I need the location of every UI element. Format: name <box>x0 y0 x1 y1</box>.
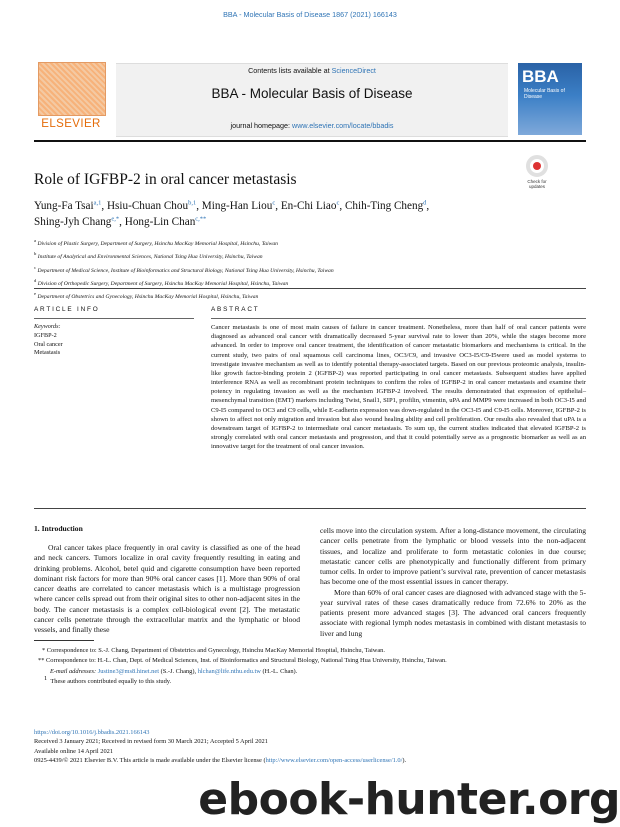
body-column-right <box>320 526 586 639</box>
author: Hong-Lin Chan$^{c,**}$ <box>124 214 207 228</box>
author: Chih-Ting Cheng$^d$, <box>344 199 430 212</box>
cover-title: BBA <box>522 67 559 86</box>
article-info-heading: ARTICLE INFO <box>34 306 100 313</box>
body-column-left: Oral cancer takes place frequently in oral cavity is classified as one of the head and neck cancers. Tumors localize in oral cavity frequently resulting in eating and drinking problems. Alcohol, betel quid and cigarette consumption have been reported dominant risk factors for more than 90% oral cancer cases [1]. More than 90% of oral cancer deaths are correlated to cancer metastasis which is a multistage progression where cancer cells spread out from their original sites to other non-adjacent sites in the body. The cancer metastasis is a complex cell-biological event [2]. The metastatic cancer cells penetrate through the extracellular matrix and the lymphatic or blood vessels, and finally these <box>34 543 300 634</box>
license-link[interactable]: http://www.elsevier.com/open-access/userlicense/1.0/ <box>265 757 403 765</box>
affiliation: $^b$ Institute of Analytical and Environmental Sciences, National Tsing Hua University, Hsinchu, Taiwan <box>34 251 263 261</box>
doi-link[interactable]: https://doi.org/10.1016/j.bbadis.2021.166143 <box>34 729 150 736</box>
affiliation-divider <box>34 288 586 289</box>
sciencedirect-link[interactable]: ScienceDirect <box>331 66 376 75</box>
journal-citation-line[interactable]: BBA - Molecular Basis of Disease 1867 (2021) 166143 <box>223 10 397 19</box>
check-for-updates-badge[interactable] <box>520 155 554 189</box>
affiliations <box>34 236 574 302</box>
abstract-divider <box>34 508 586 509</box>
cover-subtitle: Molecular Basis of Disease <box>524 88 565 100</box>
author: Ming-Han Liou$^c$, <box>201 199 281 212</box>
available-online: Available online 14 April 2021 <box>34 747 114 755</box>
email-link[interactable]: Justine3@ms8.hinet.net <box>97 667 159 675</box>
keywords-label: Keywords: <box>34 323 61 330</box>
footnote-equal-contribution: 1 These authors contributed equally to this study. <box>44 675 172 686</box>
elsevier-wordmark: ELSEVIER <box>41 118 101 130</box>
journal-cover-thumbnail[interactable] <box>518 63 582 135</box>
check-updates-label: Check for updates <box>527 179 547 189</box>
article-title: Role of IGFBP-2 in oral cancer metastasis <box>34 171 297 188</box>
publication-info <box>34 728 586 766</box>
affiliation: $^c$ Department of Medical Science, Institute of Bioinformatics and Structural Biology, National Tsing Hua University, Hsinchu, Taiwan <box>34 264 334 274</box>
update-icon <box>526 155 548 177</box>
author: Yung-Fa Tsai$^{a,1}$, <box>34 199 107 212</box>
body-paragraph: cells move into the circulation system. After a long-distance movement, the circulating cancer cells penetrate from the lymphatic or blood vessels into the non-adjacent tissues, and localize and proliferate to form metastatic colonies in due course; metastatic cancer cells are phenotypically and functionally different from primary tumor cells. In order to improve patient’s survival rate, prevention of cancer metastasis has become one of the most essential issues in cancer therapy. <box>320 526 586 587</box>
author: En-Chi Liao$^c$, <box>280 199 345 212</box>
author-list <box>34 199 554 230</box>
footnote-correspondence-2: ** Correspondence to: H.-L. Chan, Dept. of Medical Sciences, Inst. of Bioinformatics and Structural Biology, National Tsing Hua University, Hsinchu, Taiwan. <box>38 657 447 665</box>
author: Hsiu-Chuan Chou$^{b,1}$, <box>106 199 202 212</box>
keyword: IGFBP-2 <box>34 331 57 339</box>
elsevier-logo <box>34 62 108 134</box>
keyword: Oral cancer <box>34 340 63 348</box>
journal-homepage-line: journal homepage: www.elsevier.com/locate/bbadis <box>230 121 394 130</box>
abstract-heading: ABSTRACT <box>211 306 260 313</box>
homepage-link[interactable]: www.elsevier.com/locate/bbadis <box>292 121 394 130</box>
email-link[interactable]: hlchan@life.nthu.edu.tw <box>197 667 261 675</box>
body-paragraph: More than 60% of oral cancer cases are diagnosed with advanced stage with the 5-year survival rates of these cases dramatically reduce from 72.6% to 20% as the patients present more advanced stages [3]. The advanced oral cancers frequently associate with regional lymph nodes metastasis in combined with distant metastasis to liver and lung <box>320 587 586 638</box>
received-dates: Received 3 January 2021; Received in revised form 30 March 2021; Accepted 5 April 2021 <box>34 738 268 746</box>
footnote-emails: E-mail addresses: Justine3@ms8.hinet.net (S.-J. Chang), hlchan@life.nthu.edu.tw (H.-L. Chan). <box>50 667 298 675</box>
watermark-text: ebook-hunter.org <box>198 774 620 825</box>
abstract-rule <box>211 318 586 319</box>
section-heading-introduction: 1. Introduction <box>34 524 83 533</box>
abstract-text: Cancer metastasis is one of most main causes of failure in cancer treatment. Nonetheless, more than half of oral cancer patients were diagnosed as advanced oral cancer with dramatically decreased 5-year survival rate to lower than 20%, while the stages become more advanced. In order to improve oral cancer treatment, the identification of cancer metastatic biomarkers and mechanisms is critical. In the current study, two pairs of oral squamous cell carcinoma lines, OC3/C9, and invasive OC3-I5/C9-I5were used as model systems to investigate invasive mechanism as well as to identify potential therapy-associated targets. Based on our previous proteomic analysis, insulin-like growth factor-binding protein 2 (IGFBP-2) was reported participating in oral cancer metastasis. Subsequent studies have applied interference RNA as well as recombinant protein techniques to confirm the roles of IGFBP-2 in oral cancer metastasis and examine their potency in regulating invasion as well as the mechanism IGFBP-2 involved. The results demonstrated that expression of epithelial–mesenchymal transition (EMT) markers including Twist, Snail1, SIP1, profilin, vimentin, uPA and MMP9 were increased in both OC3-I5 and C9-I5 compared to OC3 and C9 cells, while E-cadherin expression was down-regulated in the OC3-I5 and C9-I5 cells. Moreover, IGFBP-2 is shown to affect not only migration and invasion but also wound healing ability and cell proliferation. Our results also revealed that uPA is a downstream target of IGFBP-2 to intermediate oral cancer metastasis. To sum up, the current studies indicated that elevated IGFBP-2 is strongly correlated with oral cancer metastasis and progression, and that it could potentially serve as a prognostic biomarker as well as an innovative target for the treatment of oral cancer invasion. <box>211 324 586 451</box>
journal-title: BBA - Molecular Basis of Disease <box>211 86 413 101</box>
affiliation: $^a$ Division of Plastic Surgery, Department of Surgery, Hsinchu MacKay Memorial Hospital, Hsinchu, Taiwan <box>34 238 278 247</box>
affiliation: $^e$ Department of Obstetrics and Gynecology, Hsinchu MacKay Memorial Hospital, Hsinchu, Taiwan <box>34 291 259 300</box>
footnotes <box>34 646 586 688</box>
elsevier-tree-icon <box>38 62 106 116</box>
contents-line: Contents lists available at ScienceDirect <box>248 66 376 75</box>
license-line: 0925-4439/© 2021 Elsevier B.V. This article is made available under the Elsevier license (http://www.elsevier.com/open-access/userlicense/1.0/). <box>34 757 407 765</box>
footnote-rule <box>34 640 94 641</box>
author: Shing-Jyh Chang$^{e,*}$, <box>34 214 125 228</box>
header-divider <box>34 140 586 142</box>
article-info-rule <box>34 318 194 319</box>
affiliation: $^d$ Division of Orthopedic Surgery, Department of Surgery, Hsinchu MacKay Memorial Hospital, Hsinchu, Taiwan <box>34 277 289 287</box>
footnote-correspondence-1: * Correspondence to: S.-J. Chang, Department of Obstetrics and Gynecology, Hsinchu MacKay Memorial Hospital, Hsinchu, Taiwan. <box>42 647 385 654</box>
keyword: Metastasis <box>34 349 61 357</box>
keywords-block <box>34 323 194 358</box>
